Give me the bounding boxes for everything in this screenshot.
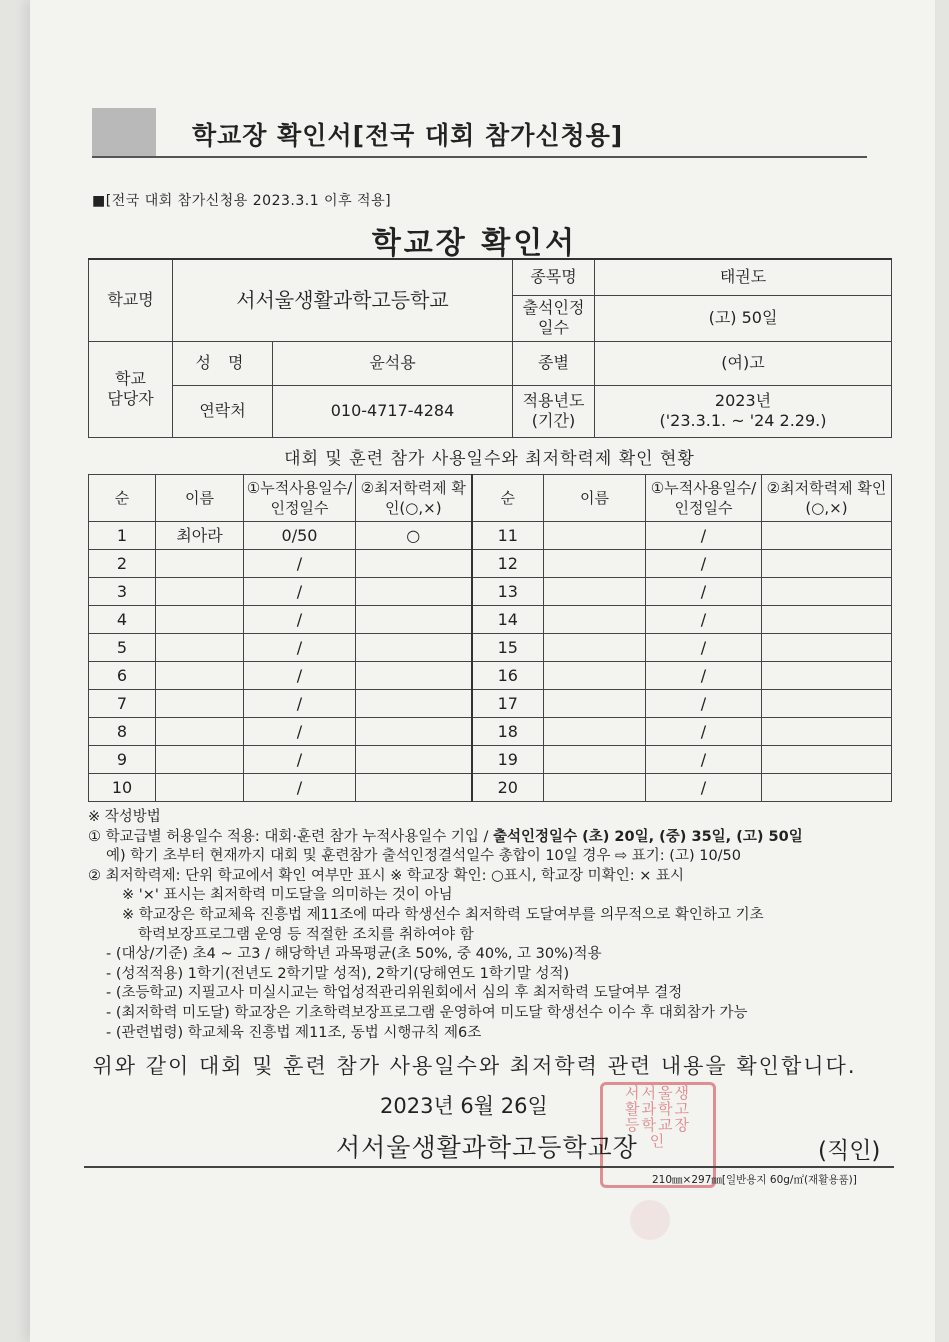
row-check-right: [762, 774, 892, 802]
row-no-right: 19: [472, 746, 544, 774]
header-no: 순: [89, 475, 156, 522]
table-row: [89, 662, 892, 690]
row-days-right: /: [646, 746, 762, 774]
row-name: [156, 578, 244, 606]
instruction-item-1: [88, 828, 898, 848]
instruction-note-2a: ※ 학교장은 학교체육 진흥법 제11조에 따라 학생선수 최저학력 도달여부를 의무적으로 확인하고 기초: [122, 906, 764, 923]
seal-glyph-row: 서서울생: [625, 1084, 691, 1102]
document-date: 2023년 6월 26일: [380, 1094, 548, 1118]
footer-divider: [84, 1166, 894, 1168]
row-no-right: 16: [472, 662, 544, 690]
table-row: [89, 634, 892, 662]
gender-label: 종별: [513, 341, 595, 385]
confirmation-statement: 위와 같이 대회 및 훈련 참가 사용일수와 최저학력 관련 내용을 확인합니다.: [92, 1054, 857, 1078]
instruction-detail-5: - (관련법령) 학교체육 진흥법 제11조, 동법 시행규칙 제6조: [106, 1024, 482, 1041]
header-check-right: ②최저학력제 확인(○,×): [762, 475, 892, 522]
row-name-right: [544, 746, 646, 774]
ink-stain: [630, 1200, 670, 1240]
row-check: [356, 662, 472, 690]
row-name: [156, 774, 244, 802]
row-name-right: [544, 522, 646, 550]
status-section-title: 대회 및 훈련 참가 사용일수와 최저학력제 확인 현황: [284, 449, 695, 469]
row-no: 2: [89, 550, 156, 578]
row-name-right: [544, 718, 646, 746]
row-check: ○: [356, 522, 472, 550]
name-value: 윤석용: [273, 341, 513, 385]
table-row: [89, 550, 892, 578]
row-days: /: [244, 746, 356, 774]
document-title: 학교장 확인서: [371, 226, 578, 261]
row-days: /: [244, 550, 356, 578]
row-check: [356, 550, 472, 578]
row-no-right: 13: [472, 578, 544, 606]
seal-label: (직인): [818, 1138, 881, 1164]
header-days-right: ①누적사용일수/인정일수: [646, 475, 762, 522]
table-row: [89, 690, 892, 718]
attendance-value: (고) 50일: [595, 295, 892, 341]
row-check-right: [762, 662, 892, 690]
row-days-right: /: [646, 522, 762, 550]
row-no: 4: [89, 606, 156, 634]
principal-title: 서서울생활과학고등학교장: [336, 1133, 638, 1162]
row-check: [356, 690, 472, 718]
row-days-right: /: [646, 606, 762, 634]
paper-spec: 210㎜×297㎜[일반용지 60g/㎡(재활용품)]: [652, 1174, 857, 1186]
header-name: 이름: [156, 475, 244, 522]
row-check-right: [762, 634, 892, 662]
athlete-status-table: [88, 474, 892, 802]
school-name: 서서울생활과학고등학교: [173, 259, 513, 341]
header-name-right: 이름: [544, 475, 646, 522]
row-no-right: 14: [472, 606, 544, 634]
row-no-right: 15: [472, 634, 544, 662]
instruction-detail-4: - (최저학력 미도달) 학교장은 기초학력보장프로그램 운영하여 미도달 학생선수 이수 후 대회참가 가능: [106, 1004, 748, 1021]
row-days-right: /: [646, 578, 762, 606]
seal-glyph-row: 활과학고: [625, 1100, 691, 1118]
row-no: 8: [89, 718, 156, 746]
row-days-right: /: [646, 718, 762, 746]
period-value: [595, 385, 892, 437]
header-gray-block: [92, 108, 156, 158]
row-days: /: [244, 718, 356, 746]
row-name: 최아라: [156, 522, 244, 550]
row-no-right: 11: [472, 522, 544, 550]
row-name: [156, 690, 244, 718]
row-days: 0/50: [244, 522, 356, 550]
row-days: /: [244, 690, 356, 718]
row-no: 1: [89, 522, 156, 550]
instruction-detail-3: - (초등학교) 지필고사 미실시교는 학업성적관리위원회에서 심의 후 최저학력 도달여부 결정: [106, 985, 683, 1002]
row-name: [156, 662, 244, 690]
header-divider: [92, 156, 867, 158]
row-check-right: [762, 522, 892, 550]
row-check-right: [762, 578, 892, 606]
instructions-heading: ※ 작성방법: [88, 809, 161, 825]
row-days-right: /: [646, 634, 762, 662]
row-check: [356, 746, 472, 774]
table-row: [89, 522, 892, 550]
contact-label: 연락처: [173, 385, 273, 437]
sport-label: 종목명: [513, 259, 595, 295]
row-days: /: [244, 606, 356, 634]
table-row: [89, 718, 892, 746]
instruction-item-2: ② 최저학력제: 단위 학교에서 확인 여부만 표시 ※ 학교장 확인: ○표시, 학교장 미확인: × 표시: [88, 867, 684, 884]
row-check: [356, 578, 472, 606]
table-row: [89, 746, 892, 774]
row-check: [356, 718, 472, 746]
row-name-right: [544, 690, 646, 718]
row-name: [156, 550, 244, 578]
row-no-right: 18: [472, 718, 544, 746]
school-info-table: [88, 258, 892, 438]
row-days: /: [244, 662, 356, 690]
row-name: [156, 606, 244, 634]
period-range: ('23.3.1. ~ '24 2.29.): [659, 411, 827, 430]
row-check: [356, 774, 472, 802]
instruction-item-1-example: 예) 학기 초부터 현재까지 대회 및 훈련참가 출석인정결석일수 총합이 10일 경우 ⇨ 표기: (고) 10/50: [106, 848, 742, 865]
row-check-right: [762, 746, 892, 774]
row-check: [356, 634, 472, 662]
header-title: 학교장 확인서[전국 대회 참가신청용]: [192, 121, 624, 150]
table-row: [89, 606, 892, 634]
row-check-right: [762, 606, 892, 634]
instruction-item-1-bold: 출석인정일수 (초) 20일, (중) 35일, (고) 50일: [493, 828, 803, 845]
name-label: 성 명: [173, 341, 273, 385]
gender-value: (여)고: [595, 341, 892, 385]
row-days: /: [244, 578, 356, 606]
seal-glyph-row: 인: [649, 1132, 667, 1150]
row-name: [156, 634, 244, 662]
instruction-note-1: ※ '×' 표시는 최저학력 미도달을 의미하는 것이 아님: [122, 887, 453, 904]
row-check-right: [762, 550, 892, 578]
row-name-right: [544, 578, 646, 606]
row-name: [156, 718, 244, 746]
row-days: /: [244, 774, 356, 802]
row-no-right: 20: [472, 774, 544, 802]
row-days-right: /: [646, 774, 762, 802]
row-no: 7: [89, 690, 156, 718]
row-name-right: [544, 550, 646, 578]
period-label: 적용년도 (기간): [513, 385, 595, 437]
row-no: 10: [89, 774, 156, 802]
instruction-note-2b: 학력보장프로그램 운영 등 적절한 조치를 취하여야 함: [138, 926, 474, 943]
attendance-label: 출석인정 일수: [513, 295, 595, 341]
sport-value: 태권도: [595, 259, 892, 295]
header-check: ②최저학력제 확인(○,×): [356, 475, 472, 522]
row-no: 5: [89, 634, 156, 662]
row-days-right: /: [646, 690, 762, 718]
row-check-right: [762, 690, 892, 718]
header-days: ①누적사용일수/인정일수: [244, 475, 356, 522]
row-name-right: [544, 606, 646, 634]
seal-glyph-row: 등학교장: [625, 1116, 691, 1134]
row-no-right: 17: [472, 690, 544, 718]
table-row: [89, 774, 892, 802]
row-no: 3: [89, 578, 156, 606]
header-no-right: 순: [472, 475, 544, 522]
row-check-right: [762, 718, 892, 746]
row-name-right: [544, 634, 646, 662]
instructions: [88, 808, 898, 1043]
instruction-item-1-text: ① 학교급별 허용일수 적용: 대회·훈련 참가 누적사용일수 기입 /: [88, 828, 494, 845]
row-name-right: [544, 662, 646, 690]
row-days-right: /: [646, 662, 762, 690]
row-no: 9: [89, 746, 156, 774]
contact-value: 010-4717-4284: [273, 385, 513, 437]
row-name: [156, 746, 244, 774]
row-check: [356, 606, 472, 634]
period-year: 2023년: [714, 391, 772, 410]
applicability-notice: ■[전국 대회 참가신청용 2023.3.1 이후 적용]: [92, 193, 392, 209]
row-days: /: [244, 634, 356, 662]
row-name-right: [544, 774, 646, 802]
table-row: [89, 578, 892, 606]
school-label: 학교명: [89, 259, 173, 341]
row-days-right: /: [646, 550, 762, 578]
instruction-detail-1: - (대상/기준) 초4 ~ 고3 / 해당학년 과목평균(초 50%, 중 40%, 고 30%)적용: [106, 946, 602, 963]
instruction-detail-2: - (성적적용) 1학기(전년도 2학기말 성적), 2학기(당해연도 1학기말 성적): [106, 965, 570, 982]
row-no: 6: [89, 662, 156, 690]
staff-label: 학교 담당자: [89, 341, 173, 437]
row-no-right: 12: [472, 550, 544, 578]
